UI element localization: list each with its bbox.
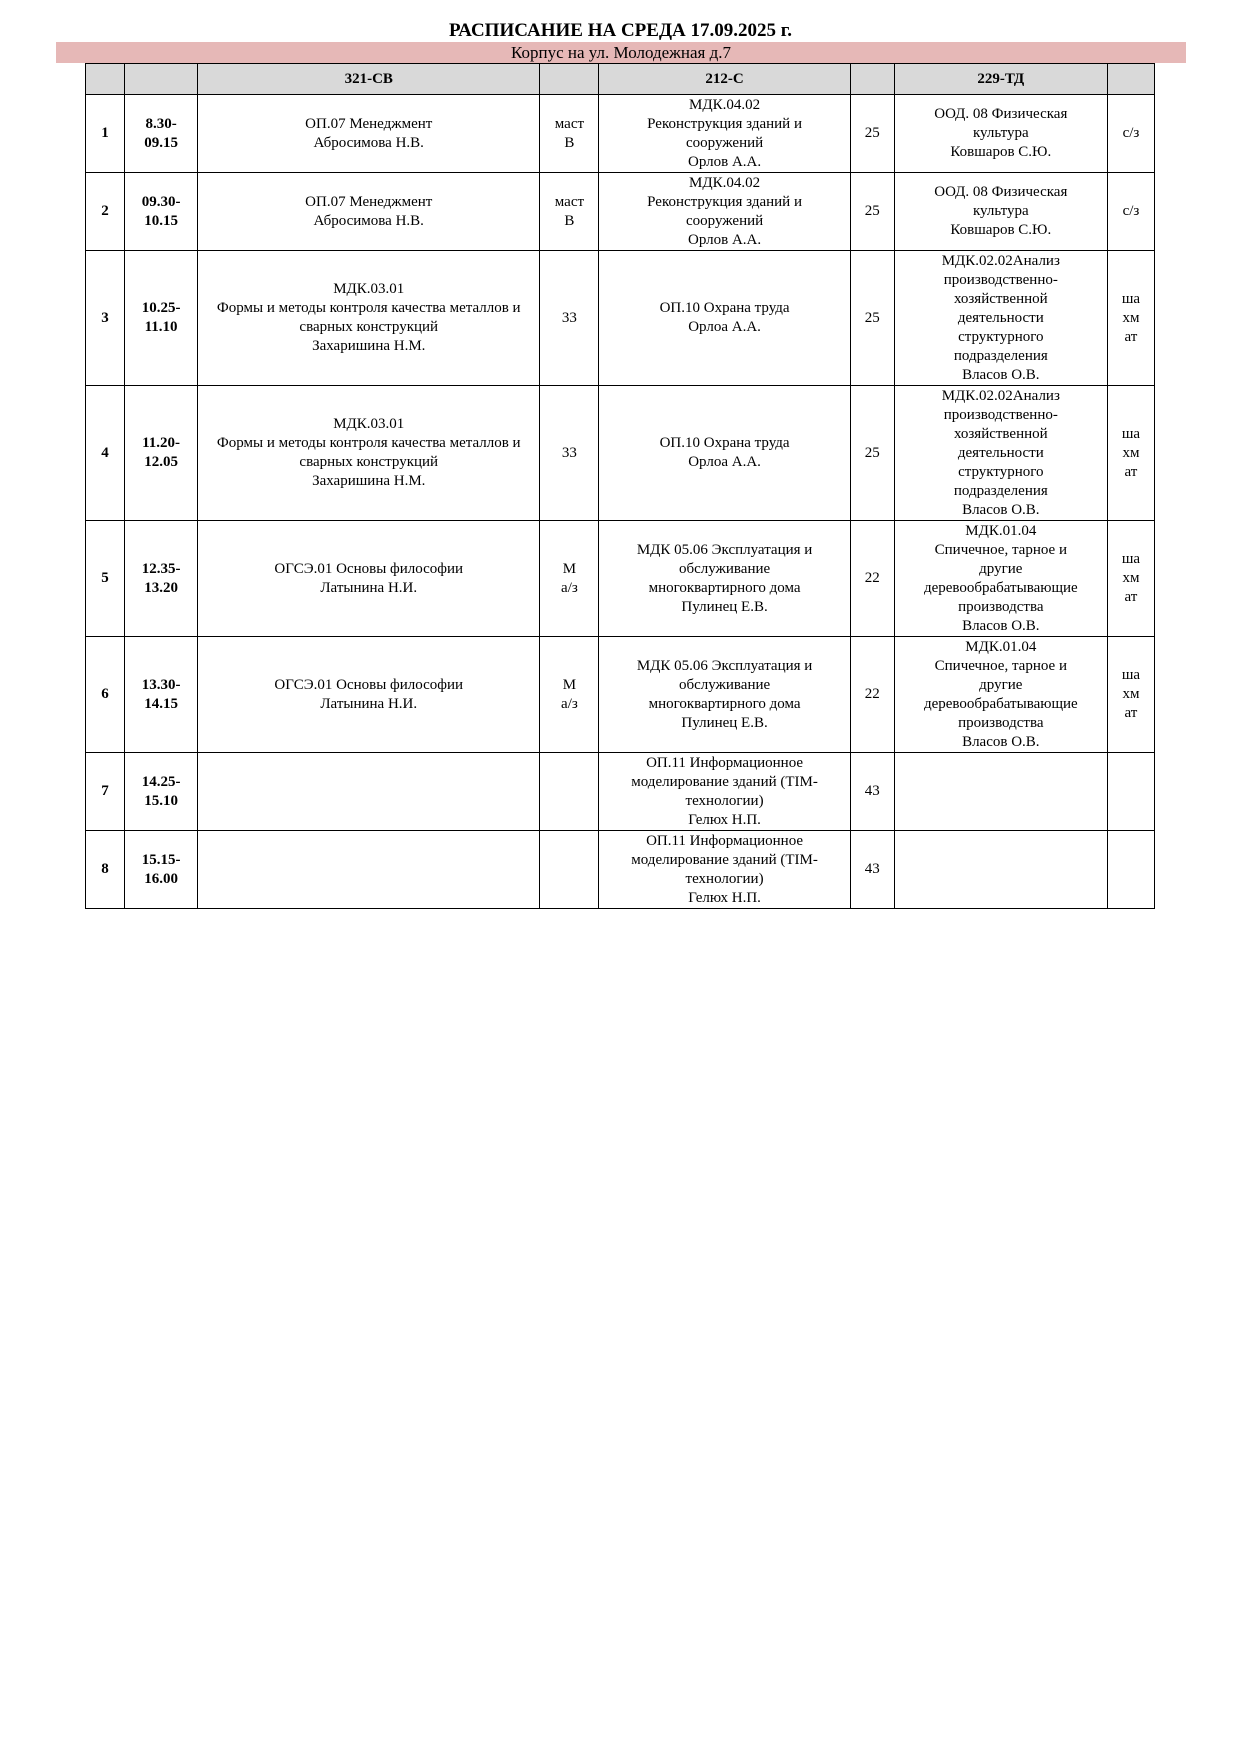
- group-2-room: 25: [850, 386, 894, 521]
- group-3-room: [1107, 831, 1154, 909]
- group-2-subject: МДК 05.06 Эксплуатация и обслуживание многоквартирного дома Пулинец Е.В.: [599, 637, 850, 753]
- group-2-room: 22: [850, 637, 894, 753]
- header-room-3: [1107, 64, 1154, 95]
- group-3-subject: МДК.01.04 Спичечное, тарное и другие деревообрабатывающие производства Власов О.В.: [894, 637, 1107, 753]
- group-1-subject: МДК.03.01 Формы и методы контроля качества металлов и сварных конструкций Захаришина Н.М.: [198, 386, 540, 521]
- group-2-room: 43: [850, 831, 894, 909]
- lesson-number: 8: [86, 831, 125, 909]
- group-3-subject: ООД. 08 Физическая культура Ковшаров С.Ю.: [894, 173, 1107, 251]
- schedule-table: [85, 63, 1155, 909]
- lesson-time: 10.25- 11.10: [125, 251, 198, 386]
- group-1-room: маст В: [540, 173, 599, 251]
- lesson-number: 3: [86, 251, 125, 386]
- lesson-time: 12.35- 13.20: [125, 521, 198, 637]
- lesson-time: 11.20- 12.05: [125, 386, 198, 521]
- group-3-room: ша хм ат: [1107, 251, 1154, 386]
- group-3-room: ша хм ат: [1107, 386, 1154, 521]
- lesson-time: 15.15- 16.00: [125, 831, 198, 909]
- lesson-row-8: [86, 831, 1155, 909]
- lesson-row-2: [86, 173, 1155, 251]
- lesson-row-6: [86, 637, 1155, 753]
- header-group-1: 321-СВ: [198, 64, 540, 95]
- lesson-number: 2: [86, 173, 125, 251]
- group-1-subject: [198, 753, 540, 831]
- group-2-room: 25: [850, 95, 894, 173]
- group-3-subject: [894, 831, 1107, 909]
- group-2-room: 25: [850, 173, 894, 251]
- group-1-subject: [198, 831, 540, 909]
- header-time-cell: [125, 64, 198, 95]
- lesson-number: 6: [86, 637, 125, 753]
- group-3-subject: МДК.02.02Анализ производственно- хозяйственной деятельности структурного подразделения Власов О.В.: [894, 251, 1107, 386]
- group-3-room: ша хм ат: [1107, 637, 1154, 753]
- lesson-number: 5: [86, 521, 125, 637]
- group-3-subject: ООД. 08 Физическая культура Ковшаров С.Ю.: [894, 95, 1107, 173]
- group-1-room: М а/з: [540, 637, 599, 753]
- lesson-time: 14.25- 15.10: [125, 753, 198, 831]
- lesson-number: 7: [86, 753, 125, 831]
- header-num-cell: [86, 64, 125, 95]
- group-1-room: 33: [540, 386, 599, 521]
- group-1-subject: ОП.07 Менеджмент Абросимова Н.В.: [198, 95, 540, 173]
- group-1-room: М а/з: [540, 521, 599, 637]
- group-3-room: ша хм ат: [1107, 521, 1154, 637]
- lesson-row-7: [86, 753, 1155, 831]
- lesson-time: 13.30- 14.15: [125, 637, 198, 753]
- group-2-subject: ОП.10 Охрана труда Орлоа А.А.: [599, 251, 850, 386]
- header-group-3: 229-ТД: [894, 64, 1107, 95]
- group-2-subject: ОП.11 Информационное моделирование зданий (TIM- технологии) Гелюх Н.П.: [599, 753, 850, 831]
- group-3-subject: МДК.01.04 Спичечное, тарное и другие деревообрабатывающие производства Власов О.В.: [894, 521, 1107, 637]
- group-3-subject: [894, 753, 1107, 831]
- lesson-time: 09.30- 10.15: [125, 173, 198, 251]
- lesson-time: 8.30- 09.15: [125, 95, 198, 173]
- group-1-room: [540, 753, 599, 831]
- group-3-room: [1107, 753, 1154, 831]
- group-2-subject: МДК.04.02 Реконструкция зданий и сооружений Орлов А.А.: [599, 173, 850, 251]
- group-1-subject: МДК.03.01 Формы и методы контроля качества металлов и сварных конструкций Захаришина Н.М.: [198, 251, 540, 386]
- lesson-row-1: [86, 95, 1155, 173]
- group-2-subject: МДК 05.06 Эксплуатация и обслуживание многоквартирного дома Пулинец Е.В.: [599, 521, 850, 637]
- group-2-subject: ОП.10 Охрана труда Орлоа А.А.: [599, 386, 850, 521]
- group-1-subject: ОП.07 Менеджмент Абросимова Н.В.: [198, 173, 540, 251]
- header-group-2: 212-С: [599, 64, 850, 95]
- group-2-subject: МДК.04.02 Реконструкция зданий и сооружений Орлов А.А.: [599, 95, 850, 173]
- lesson-number: 1: [86, 95, 125, 173]
- lesson-row-4: [86, 386, 1155, 521]
- header-row: [86, 64, 1155, 95]
- group-1-subject: ОГСЭ.01 Основы философии Латынина Н.И.: [198, 637, 540, 753]
- group-2-subject: ОП.11 Информационное моделирование зданий (TIM- технологии) Гелюх Н.П.: [599, 831, 850, 909]
- group-1-room: [540, 831, 599, 909]
- group-1-room: 33: [540, 251, 599, 386]
- group-3-subject: МДК.02.02Анализ производственно- хозяйственной деятельности структурного подразделения Власов О.В.: [894, 386, 1107, 521]
- group-3-room: с/з: [1107, 173, 1154, 251]
- group-2-room: 25: [850, 251, 894, 386]
- group-1-room: маст В: [540, 95, 599, 173]
- group-3-room: с/з: [1107, 95, 1154, 173]
- header-room-1: [540, 64, 599, 95]
- lesson-number: 4: [86, 386, 125, 521]
- header-room-2: [850, 64, 894, 95]
- page-title: РАСПИСАНИЕ НА СРЕДА 17.09.2025 г.: [449, 20, 792, 41]
- group-1-subject: ОГСЭ.01 Основы философии Латынина Н.И.: [198, 521, 540, 637]
- group-2-room: 43: [850, 753, 894, 831]
- group-2-room: 22: [850, 521, 894, 637]
- lesson-row-3: [86, 251, 1155, 386]
- lesson-row-5: [86, 521, 1155, 637]
- building-banner: Корпус на ул. Молодежная д.7: [56, 42, 1186, 63]
